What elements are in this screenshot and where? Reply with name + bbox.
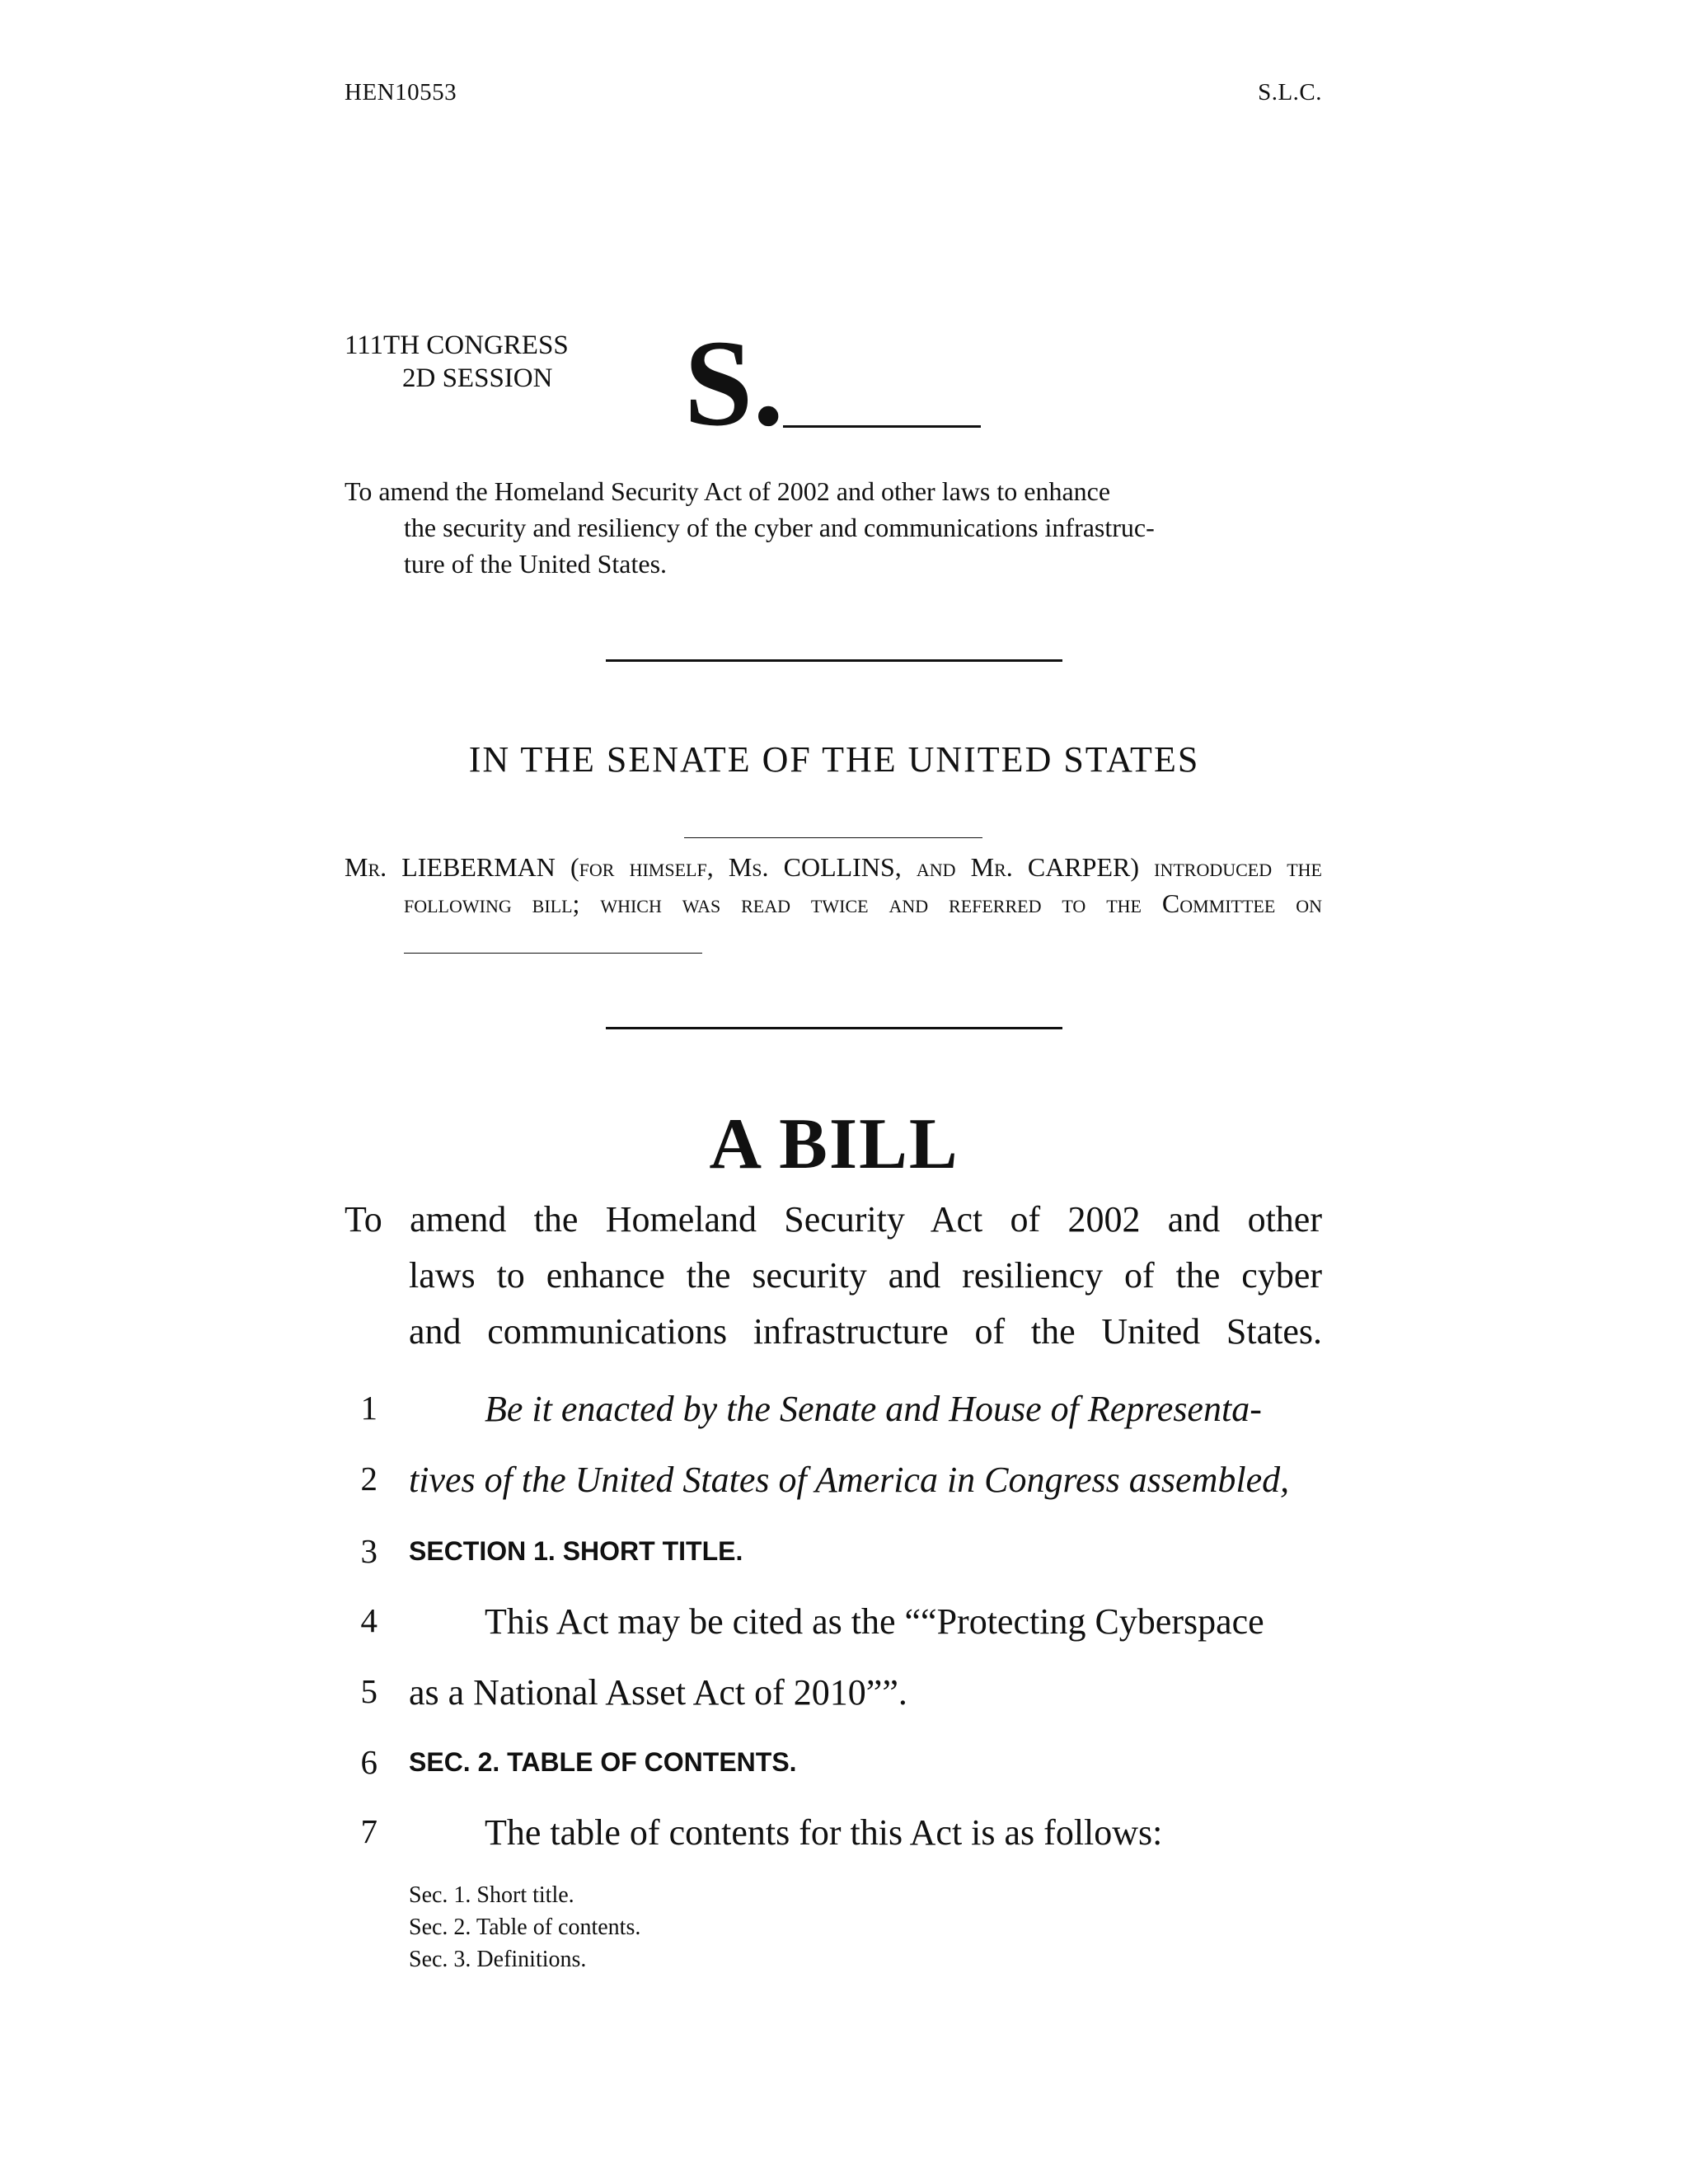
toc-entry: Sec. 2. Table of contents. xyxy=(409,1915,641,1940)
section-heading: SEC. 2. TABLE OF CONTENTS. xyxy=(409,1747,797,1777)
body-text-line: The table of contents for this Act is as follows: xyxy=(485,1812,1163,1853)
short-title-line: the security and resiliency of the cyber and communications infrastruc- xyxy=(404,513,1155,542)
introduction-line: following bill; which was read twice and referred to the Committee on xyxy=(404,888,1322,918)
document-code: HEN10553 xyxy=(345,79,457,105)
bill-heading: A BILL xyxy=(709,1104,959,1184)
long-title-line: laws to enhance the security and resiliency of the cyber xyxy=(409,1255,1322,1296)
short-title-line: To amend the Homeland Security Act of 2002 and other laws to enhance xyxy=(345,476,1111,506)
enacting-clause-line: tives of the United States of America in Congress assembled, xyxy=(409,1460,1290,1500)
slc-marker: S.L.C. xyxy=(1258,79,1322,105)
session-number: 2D SESSION xyxy=(402,363,553,393)
committee-blank xyxy=(404,953,702,954)
congress-number: 111TH CONGRESS xyxy=(345,330,569,360)
line-number: 5 xyxy=(360,1672,377,1710)
bill-number-prefix: S. xyxy=(684,315,784,452)
long-title xyxy=(345,1192,1322,1360)
divider xyxy=(684,837,982,838)
body-text-line: This Act may be cited as the ““Protecting Cyberspace xyxy=(485,1601,1264,1642)
section-heading: SECTION 1. SHORT TITLE. xyxy=(409,1536,743,1566)
introduction-line: Mr. LIEBERMAN (for himself, Ms. COLLINS, and Mr. CARPER) introduced the xyxy=(345,852,1322,882)
long-title-line: and communications infrastructure of the United States. xyxy=(409,1311,1322,1352)
line-number: 7 xyxy=(360,1812,377,1850)
toc-entry: Sec. 1. Short title. xyxy=(409,1882,574,1908)
chamber-heading: IN THE SENATE OF THE UNITED STATES xyxy=(468,739,1200,780)
divider xyxy=(606,659,1062,662)
divider xyxy=(606,1027,1062,1029)
toc-entry: Sec. 3. Definitions. xyxy=(409,1947,587,1972)
body-text-line: as a National Asset Act of 2010””. xyxy=(409,1672,907,1713)
table-of-contents xyxy=(409,1879,640,1975)
short-title-line: ture of the United States. xyxy=(404,549,668,579)
long-title-line: To amend the Homeland Security Act of 2002 and other xyxy=(345,1199,1322,1240)
introduction xyxy=(345,849,1322,921)
line-number: 1 xyxy=(360,1389,377,1427)
enacting-clause-line: Be it enacted by the Senate and House of Representa- xyxy=(485,1389,1262,1429)
short-title xyxy=(345,473,1322,582)
bill-number-blank xyxy=(783,425,981,428)
line-number: 6 xyxy=(360,1743,377,1781)
line-number: 3 xyxy=(360,1532,377,1570)
line-number: 2 xyxy=(360,1460,377,1497)
line-number: 4 xyxy=(360,1601,377,1639)
